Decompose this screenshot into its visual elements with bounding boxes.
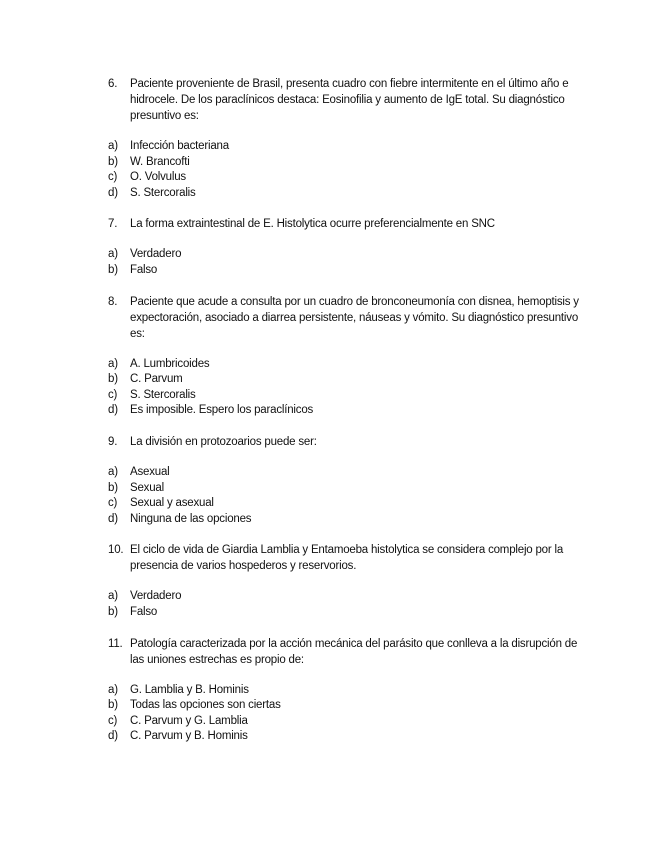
option-text: S. Stercoralis xyxy=(130,388,196,401)
option-text: W. Brancofti xyxy=(130,155,190,168)
option-item xyxy=(108,186,655,202)
option-item xyxy=(108,263,655,279)
question-text: Patología caracterizada por la acción mecánica del parásito que conlleva a la disrupción de las uniones estrechas es propio de: xyxy=(130,637,578,666)
option-letter: b) xyxy=(108,481,118,494)
option-item xyxy=(108,729,655,745)
option-text: Verdadero xyxy=(130,248,182,261)
question-7 xyxy=(108,216,580,232)
question-number: 9. xyxy=(108,435,118,448)
option-letter: d) xyxy=(108,730,118,743)
option-item xyxy=(108,372,655,388)
option-letter: a) xyxy=(108,357,118,370)
option-letter: d) xyxy=(108,186,118,199)
option-text: Asexual xyxy=(130,465,170,478)
option-text: G. Lamblia y B. Hominis xyxy=(130,683,249,696)
option-letter: d) xyxy=(108,404,118,417)
option-item xyxy=(108,698,655,714)
option-item xyxy=(108,481,655,497)
option-item xyxy=(108,247,655,263)
options-list xyxy=(108,139,655,201)
option-text: Ninguna de las opciones xyxy=(130,512,252,525)
document-page xyxy=(0,76,655,760)
option-text: Falso xyxy=(130,605,158,618)
option-letter: a) xyxy=(108,465,118,478)
option-text: C. Parvum y B. Hominis xyxy=(130,730,248,743)
option-text: Verdadero xyxy=(130,590,182,603)
option-text: A. Lumbricoides xyxy=(130,357,210,370)
option-item xyxy=(108,388,655,404)
question-text: La división en protozoarios puede ser: xyxy=(130,435,317,448)
option-letter: a) xyxy=(108,140,118,152)
option-text: O. Volvulus xyxy=(130,171,186,184)
question-number: 11. xyxy=(108,637,123,650)
option-text: Es imposible. Espero los paraclínicos xyxy=(130,404,314,417)
option-letter: a) xyxy=(108,248,118,261)
option-letter: b) xyxy=(108,605,118,618)
option-letter: c) xyxy=(108,714,118,727)
options-list xyxy=(108,589,655,620)
option-letter: c) xyxy=(108,497,118,510)
option-letter: b) xyxy=(108,373,118,386)
option-text: C. Parvum y G. Lamblia xyxy=(130,714,248,727)
question-10 xyxy=(108,542,580,574)
option-letter: c) xyxy=(108,171,118,184)
option-item xyxy=(108,155,655,171)
option-text: Sexual y asexual xyxy=(130,497,214,510)
options-list xyxy=(108,357,655,419)
option-letter: b) xyxy=(108,263,118,276)
option-text: Sexual xyxy=(130,481,164,494)
option-item xyxy=(108,589,655,605)
option-item xyxy=(108,683,655,699)
option-item xyxy=(108,512,655,528)
question-text: Paciente que acude a consulta por un cuadro de bronconeumonía con disnea, hemoptisis y expectoración, asociado a diarrea persistente, náuseas y vómito. Su diagnóstico presuntivo es: xyxy=(130,295,579,340)
question-number: 10. xyxy=(108,544,124,557)
option-item xyxy=(108,170,655,186)
option-item xyxy=(108,605,655,621)
question-text: Paciente proveniente de Brasil, presenta cuadro con fiebre intermitente en el último año e hidrocele. De los paraclínicos destaca: Eosinofilia y aumento de IgE total. Su diagnóstico presuntivo es: xyxy=(130,78,569,122)
options-list xyxy=(108,465,655,527)
question-text: La forma extraintestinal de E. Histolytica ocurre preferencialmente en SNC xyxy=(130,218,495,231)
option-item xyxy=(108,139,655,155)
option-item xyxy=(108,714,655,730)
option-item xyxy=(108,357,655,373)
option-letter: a) xyxy=(108,683,118,696)
option-text: Todas las opciones son ciertas xyxy=(130,699,281,712)
question-number: 7. xyxy=(108,218,118,231)
option-letter: c) xyxy=(108,388,118,401)
question-text: El ciclo de vida de Giardia Lamblia y Entamoeba histolytica se considera complejo por la presencia de varios hospederos y reservorios. xyxy=(130,544,564,573)
option-letter: b) xyxy=(108,699,118,712)
question-9 xyxy=(108,434,580,450)
option-letter: d) xyxy=(108,512,118,525)
question-8 xyxy=(108,294,580,342)
question-number: 6. xyxy=(108,78,118,90)
options-list xyxy=(108,683,655,745)
option-item xyxy=(108,496,655,512)
option-text: Infección bacteriana xyxy=(130,140,229,152)
question-6 xyxy=(108,76,580,124)
option-text: S. Stercoralis xyxy=(130,186,196,199)
option-text: C. Parvum xyxy=(130,373,183,386)
options-list xyxy=(108,247,655,278)
option-item xyxy=(108,465,655,481)
option-text: Falso xyxy=(130,263,158,276)
option-letter: a) xyxy=(108,590,118,603)
option-letter: b) xyxy=(108,155,118,168)
option-item xyxy=(108,403,655,419)
question-11 xyxy=(108,636,580,668)
question-number: 8. xyxy=(108,295,118,308)
